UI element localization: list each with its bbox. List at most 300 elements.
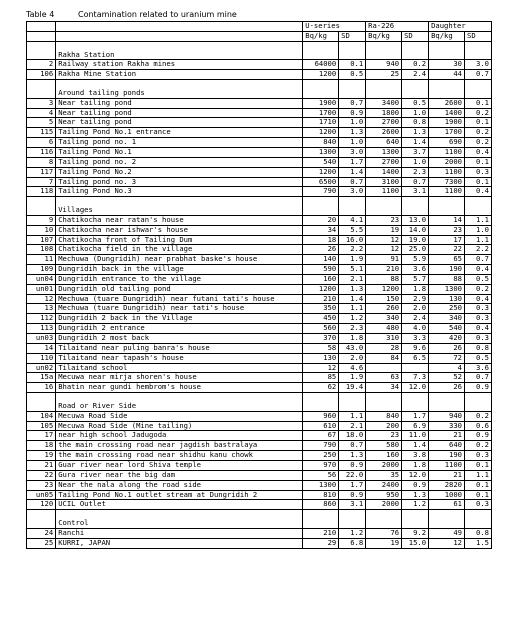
useries-value: 1710: [303, 118, 339, 128]
useries-sd: 0.1: [339, 60, 366, 70]
daughter-sd: 0.2: [465, 284, 492, 294]
daughter-value: 65: [429, 255, 465, 265]
location: Rakha Mine Station: [56, 70, 303, 80]
daughter-value: 190: [429, 265, 465, 275]
daughter-sd: 0.2: [465, 108, 492, 118]
location: Near tailing pond: [56, 118, 303, 128]
useries-sd: 1.4: [339, 167, 366, 177]
useries-value: 860: [303, 500, 339, 510]
header-unit-row: [27, 31, 492, 41]
spacer-cell: [465, 197, 492, 206]
table-row: [27, 314, 492, 324]
useries-sd: 0.9: [339, 490, 366, 500]
ra226-value: [366, 363, 402, 373]
daughter-value: 49: [429, 528, 465, 538]
daughter-value: 22: [429, 245, 465, 255]
section-cell: [303, 89, 339, 98]
ra226-value: 84: [366, 353, 402, 363]
ra226-value: 19: [366, 225, 402, 235]
daughter-sd: 0.2: [465, 128, 492, 138]
ra226-sd: 0.9: [402, 480, 429, 490]
location: Mecuwa near mirja shoren's house: [56, 373, 303, 383]
sample-id: 106: [27, 70, 56, 80]
daughter-value: 2600: [429, 98, 465, 108]
useries-sd: 22.0: [339, 470, 366, 480]
useries-value: 1200: [303, 167, 339, 177]
location: Gura river near the big dam: [56, 470, 303, 480]
section-cell: [339, 402, 366, 411]
spacer-cell: [303, 197, 339, 206]
spacer-cell: [27, 393, 56, 402]
useries-value: 67: [303, 431, 339, 441]
daughter-sd: 0.1: [465, 460, 492, 470]
useries-sd: 18.0: [339, 431, 366, 441]
daughter-sd: 0.3: [465, 500, 492, 510]
ra226-sd: 9.2: [402, 528, 429, 538]
spacer-cell: [339, 510, 366, 519]
daughter-sd: 0.3: [465, 451, 492, 461]
header-group-daughter: Daughter: [429, 22, 492, 32]
daughter-sd: 0.2: [465, 441, 492, 451]
daughter-value: 640: [429, 441, 465, 451]
header-blank: [56, 31, 303, 41]
section-row: [27, 51, 492, 60]
daughter-value: 44: [429, 70, 465, 80]
table-row: [27, 215, 492, 225]
contamination-table: [26, 21, 492, 549]
section-cell: [27, 89, 56, 98]
section-title: Road or River Side: [56, 402, 303, 411]
sample-id: un04: [27, 274, 56, 284]
daughter-sd: 0.1: [465, 490, 492, 500]
ra226-value: 1200: [366, 284, 402, 294]
header-blank: [27, 22, 56, 32]
table-row: [27, 353, 492, 363]
ra226-value: 34: [366, 383, 402, 393]
section-row: [27, 519, 492, 528]
useries-value: 790: [303, 187, 339, 197]
sample-id: 115: [27, 128, 56, 138]
location: Dungridih back in the village: [56, 265, 303, 275]
sample-id: 105: [27, 421, 56, 431]
daughter-value: 1100: [429, 147, 465, 157]
ra226-value: 940: [366, 60, 402, 70]
spacer-cell: [303, 41, 339, 50]
header-blank: [27, 31, 56, 41]
ra226-value: 1300: [366, 147, 402, 157]
useries-value: 58: [303, 343, 339, 353]
daughter-value: 940: [429, 411, 465, 421]
section-cell: [303, 519, 339, 528]
table-title: Contamination related to uranium mine: [78, 10, 237, 19]
ra226-value: 310: [366, 334, 402, 344]
spacer-cell: [366, 510, 402, 519]
useries-value: 810: [303, 490, 339, 500]
ra226-sd: 1.4: [402, 138, 429, 148]
ra226-value: 150: [366, 294, 402, 304]
daughter-sd: 1.5: [465, 538, 492, 548]
location: Tilaitand school: [56, 363, 303, 373]
section-cell: [366, 89, 402, 98]
daughter-sd: 0.7: [465, 70, 492, 80]
spacer-cell: [56, 80, 303, 89]
useries-value: 350: [303, 304, 339, 314]
useries-sd: 0.7: [339, 441, 366, 451]
table-row: [27, 138, 492, 148]
daughter-sd: 0.9: [465, 431, 492, 441]
ra226-value: 25: [366, 70, 402, 80]
ra226-sd: 1.8: [402, 284, 429, 294]
daughter-sd: 0.4: [465, 187, 492, 197]
section-title: Villages: [56, 206, 303, 215]
ra226-sd: 2.4: [402, 70, 429, 80]
location: Mecuwa Road Side (Mine tailing): [56, 421, 303, 431]
ra226-sd: 25.0: [402, 245, 429, 255]
useries-value: 18: [303, 235, 339, 245]
daughter-sd: 3.0: [465, 60, 492, 70]
ra226-sd: 1.4: [402, 441, 429, 451]
ra226-sd: 3.7: [402, 147, 429, 157]
ra226-sd: 12.0: [402, 383, 429, 393]
daughter-sd: 1.0: [465, 225, 492, 235]
spacer-cell: [429, 41, 465, 50]
ra226-value: 1400: [366, 167, 402, 177]
ra226-value: 2700: [366, 157, 402, 167]
daughter-value: 72: [429, 353, 465, 363]
daughter-value: 250: [429, 304, 465, 314]
useries-value: 1700: [303, 108, 339, 118]
location: Tailing pond no. 1: [56, 138, 303, 148]
spacer-cell: [366, 393, 402, 402]
useries-value: 34: [303, 225, 339, 235]
ra226-sd: 6.5: [402, 353, 429, 363]
location: Dungridih 2 back in the Village: [56, 314, 303, 324]
ra226-sd: 1.8: [402, 460, 429, 470]
table-row: [27, 255, 492, 265]
ra226-value: 2000: [366, 500, 402, 510]
section-cell: [465, 89, 492, 98]
table-row: [27, 363, 492, 373]
useries-sd: 1.4: [339, 294, 366, 304]
useries-value: 29: [303, 538, 339, 548]
table-caption: [26, 10, 237, 19]
ra226-value: 580: [366, 441, 402, 451]
spacer-cell: [465, 393, 492, 402]
section-title: Around tailing ponds: [56, 89, 303, 98]
daughter-sd: 0.8: [465, 528, 492, 538]
daughter-value: 14: [429, 215, 465, 225]
section-cell: [465, 206, 492, 215]
ra226-value: 28: [366, 343, 402, 353]
spacer-row: [27, 41, 492, 50]
location: Tailing pond no. 3: [56, 177, 303, 187]
ra226-sd: 1.3: [402, 490, 429, 500]
sample-id: 21: [27, 460, 56, 470]
daughter-value: 23: [429, 225, 465, 235]
useries-sd: 3.0: [339, 147, 366, 157]
useries-value: 560: [303, 324, 339, 334]
spacer-cell: [366, 80, 402, 89]
useries-value: 970: [303, 460, 339, 470]
daughter-value: 540: [429, 324, 465, 334]
daughter-sd: 0.1: [465, 480, 492, 490]
sample-id: 19: [27, 451, 56, 461]
ra226-sd: 1.0: [402, 157, 429, 167]
daughter-sd: 0.7: [465, 373, 492, 383]
sample-id: 5: [27, 118, 56, 128]
spacer-cell: [27, 197, 56, 206]
daughter-value: 7300: [429, 177, 465, 187]
useries-sd: 6.8: [339, 538, 366, 548]
daughter-sd: 0.3: [465, 334, 492, 344]
section-title: Control: [56, 519, 303, 528]
useries-value: 960: [303, 411, 339, 421]
useries-value: 62: [303, 383, 339, 393]
location: the main crossing road near shidhu kanu chowk: [56, 451, 303, 461]
ra226-sd: 2.0: [402, 304, 429, 314]
sample-id: 107: [27, 235, 56, 245]
table-row: [27, 411, 492, 421]
useries-sd: 2.1: [339, 421, 366, 431]
daughter-sd: 2.2: [465, 245, 492, 255]
ra226-sd: 1.2: [402, 500, 429, 510]
useries-sd: 1.8: [339, 334, 366, 344]
useries-value: 85: [303, 373, 339, 383]
sample-id: 4: [27, 108, 56, 118]
ra226-value: 35: [366, 470, 402, 480]
table-row: [27, 177, 492, 187]
ra226-value: 1800: [366, 108, 402, 118]
useries-sd: 4.1: [339, 215, 366, 225]
useries-sd: 2.0: [339, 353, 366, 363]
spacer-cell: [465, 510, 492, 519]
section-cell: [27, 519, 56, 528]
table-row: [27, 431, 492, 441]
useries-value: 64000: [303, 60, 339, 70]
table-row: [27, 334, 492, 344]
ra226-value: 480: [366, 324, 402, 334]
ra226-value: 200: [366, 421, 402, 431]
useries-sd: 0.9: [339, 460, 366, 470]
spacer-cell: [465, 41, 492, 50]
location: near high school Jadugoda: [56, 431, 303, 441]
table-row: [27, 324, 492, 334]
spacer-cell: [402, 41, 429, 50]
ra226-sd: 11.0: [402, 431, 429, 441]
location: Chatikocha near ishwar's house: [56, 225, 303, 235]
useries-sd: 1.2: [339, 314, 366, 324]
section-row: [27, 206, 492, 215]
sample-id: 9: [27, 215, 56, 225]
table-row: [27, 157, 492, 167]
daughter-value: 690: [429, 138, 465, 148]
ra226-value: 88: [366, 274, 402, 284]
useries-value: 130: [303, 353, 339, 363]
ra226-value: 210: [366, 265, 402, 275]
table-row: [27, 343, 492, 353]
table-row: [27, 538, 492, 548]
useries-value: 210: [303, 294, 339, 304]
section-cell: [402, 402, 429, 411]
section-cell: [429, 519, 465, 528]
spacer-cell: [339, 393, 366, 402]
sample-id: 7: [27, 177, 56, 187]
spacer-cell: [303, 393, 339, 402]
daughter-sd: 0.1: [465, 98, 492, 108]
daughter-sd: 0.4: [465, 265, 492, 275]
header-unit: SD: [339, 31, 366, 41]
spacer-cell: [303, 80, 339, 89]
table-row: [27, 265, 492, 275]
useries-sd: 1.3: [339, 451, 366, 461]
spacer-cell: [429, 80, 465, 89]
location: Dungridih entrance to the village: [56, 274, 303, 284]
section-cell: [27, 206, 56, 215]
ra226-sd: 5.9: [402, 255, 429, 265]
useries-value: 1900: [303, 98, 339, 108]
spacer-cell: [27, 41, 56, 50]
sample-id: 24: [27, 528, 56, 538]
useries-sd: 5.1: [339, 265, 366, 275]
ra226-value: 640: [366, 138, 402, 148]
useries-sd: 1.1: [339, 411, 366, 421]
spacer-cell: [339, 197, 366, 206]
daughter-sd: 0.1: [465, 157, 492, 167]
daughter-value: 2820: [429, 480, 465, 490]
useries-value: 790: [303, 441, 339, 451]
table-row: [27, 235, 492, 245]
ra226-sd: 2.3: [402, 167, 429, 177]
spacer-cell: [366, 41, 402, 50]
ra226-value: 1100: [366, 187, 402, 197]
sample-id: 3: [27, 98, 56, 108]
daughter-sd: 0.6: [465, 421, 492, 431]
section-cell: [303, 51, 339, 60]
sample-id: 110: [27, 353, 56, 363]
table-row: [27, 383, 492, 393]
spacer-row: [27, 197, 492, 206]
sample-id: 12: [27, 294, 56, 304]
header-group-ra226: Ra-226: [366, 22, 429, 32]
daughter-value: 21: [429, 431, 465, 441]
ra226-sd: 19.0: [402, 235, 429, 245]
useries-sd: 1.0: [339, 118, 366, 128]
ra226-sd: 1.0: [402, 108, 429, 118]
spacer-cell: [339, 41, 366, 50]
daughter-value: 26: [429, 343, 465, 353]
ra226-value: 340: [366, 314, 402, 324]
useries-value: 160: [303, 274, 339, 284]
useries-value: 250: [303, 451, 339, 461]
daughter-value: 1100: [429, 167, 465, 177]
table-row: [27, 128, 492, 138]
daughter-sd: 1.1: [465, 215, 492, 225]
location: Tilaitand near tapash's house: [56, 353, 303, 363]
location: Tailing Pond No.1 outlet stream at Dungridih 2: [56, 490, 303, 500]
sample-id: 109: [27, 265, 56, 275]
sample-id: 25: [27, 538, 56, 548]
daughter-sd: 0.9: [465, 383, 492, 393]
useries-value: 6500: [303, 177, 339, 187]
daughter-sd: 0.4: [465, 147, 492, 157]
useries-sd: 1.7: [339, 480, 366, 490]
spacer-cell: [56, 393, 303, 402]
useries-sd: 5.5: [339, 225, 366, 235]
daughter-value: 12: [429, 538, 465, 548]
sample-id: 6: [27, 138, 56, 148]
spacer-cell: [402, 510, 429, 519]
spacer-cell: [429, 510, 465, 519]
header-blank: [56, 22, 303, 32]
useries-value: 26: [303, 245, 339, 255]
ra226-sd: 0.8: [402, 118, 429, 128]
ra226-value: 2700: [366, 118, 402, 128]
daughter-sd: 0.4: [465, 324, 492, 334]
ra226-sd: 0.7: [402, 177, 429, 187]
location: Bhatin near gundi hembrom's house: [56, 383, 303, 393]
table-row: [27, 245, 492, 255]
daughter-sd: 0.5: [465, 274, 492, 284]
ra226-value: 260: [366, 304, 402, 314]
sample-id: 17: [27, 431, 56, 441]
spacer-cell: [402, 393, 429, 402]
useries-value: 1200: [303, 70, 339, 80]
daughter-sd: 0.3: [465, 167, 492, 177]
spacer-cell: [429, 197, 465, 206]
useries-sd: 1.7: [339, 157, 366, 167]
section-cell: [429, 89, 465, 98]
useries-sd: 1.2: [339, 528, 366, 538]
location: Tailing Pond No.1 entrance: [56, 128, 303, 138]
section-cell: [429, 206, 465, 215]
section-cell: [465, 519, 492, 528]
useries-value: 12: [303, 363, 339, 373]
daughter-sd: 0.1: [465, 118, 492, 128]
sample-id: 8: [27, 157, 56, 167]
ra226-value: 2600: [366, 128, 402, 138]
table-row: [27, 500, 492, 510]
useries-value: 20: [303, 215, 339, 225]
ra226-sd: 7.3: [402, 373, 429, 383]
section-cell: [366, 51, 402, 60]
table-row: [27, 284, 492, 294]
useries-value: 210: [303, 528, 339, 538]
daughter-sd: 0.3: [465, 304, 492, 314]
table-row: [27, 294, 492, 304]
ra226-sd: 12.0: [402, 470, 429, 480]
ra226-sd: 3.6: [402, 265, 429, 275]
table-row: [27, 108, 492, 118]
daughter-value: 130: [429, 294, 465, 304]
table-row: [27, 60, 492, 70]
table-row: [27, 98, 492, 108]
ra226-sd: 6.9: [402, 421, 429, 431]
useries-sd: 0.9: [339, 108, 366, 118]
section-cell: [339, 519, 366, 528]
sample-id: un03: [27, 334, 56, 344]
location: Guar river near lord Shiva temple: [56, 460, 303, 470]
useries-value: 540: [303, 157, 339, 167]
table-row: [27, 373, 492, 383]
section-cell: [366, 206, 402, 215]
sample-id: 120: [27, 500, 56, 510]
spacer-cell: [56, 510, 303, 519]
daughter-value: 340: [429, 314, 465, 324]
useries-sd: 16.0: [339, 235, 366, 245]
useries-value: 56: [303, 470, 339, 480]
location: Tailing Pond No.1: [56, 147, 303, 157]
useries-sd: 4.6: [339, 363, 366, 373]
